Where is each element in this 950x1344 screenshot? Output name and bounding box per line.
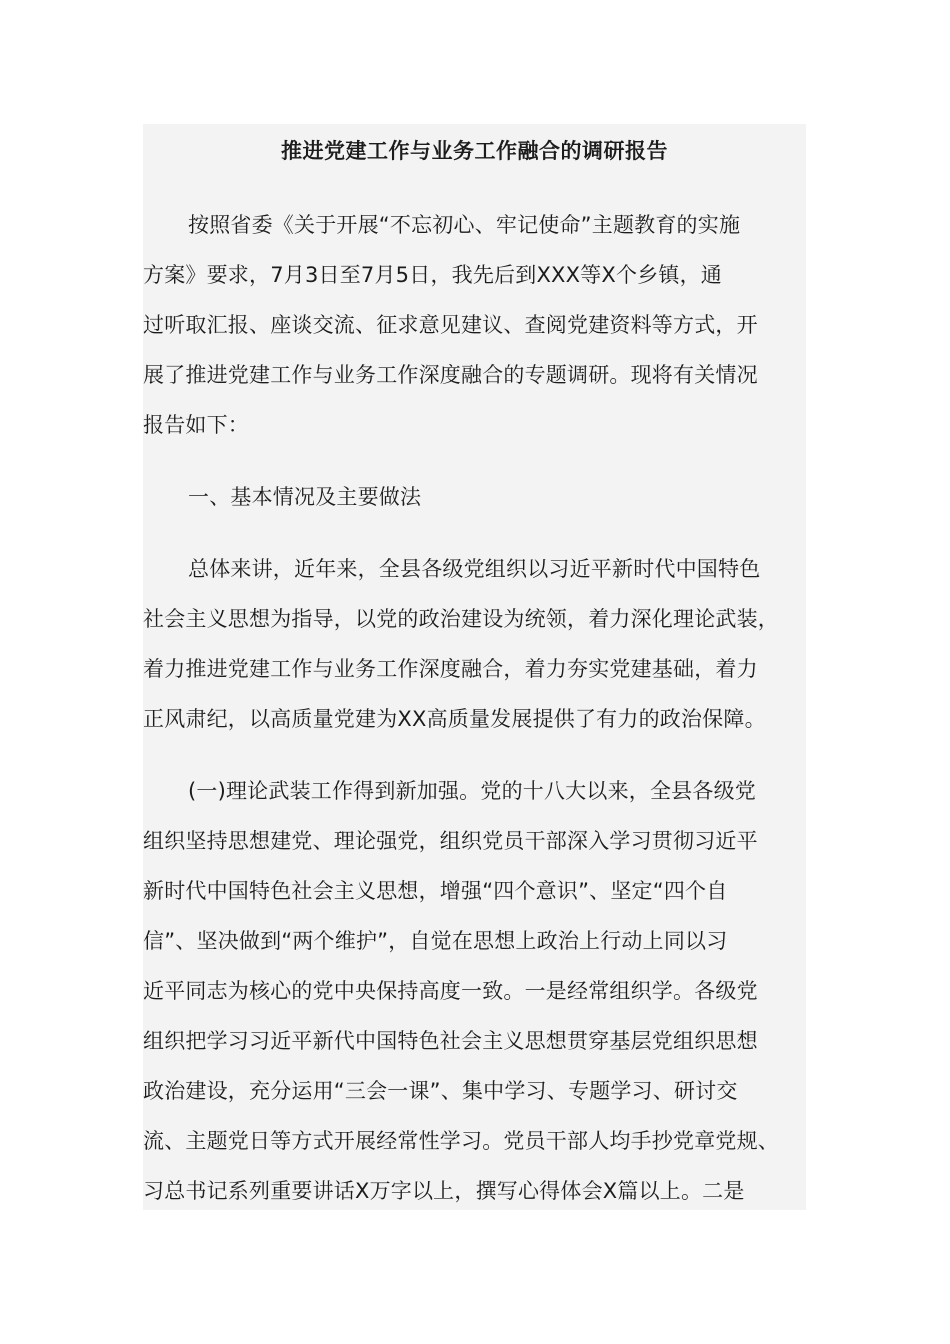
document-page — [143, 124, 806, 1210]
text-line: 组织把学习习近平新代中国特色社会主义思想贯穿基层党组织思想 — [143, 1029, 758, 1053]
document-title: 推进党建工作与业务工作融合的调研报告 — [281, 138, 668, 163]
text-line: 近平同志为核心的党中央保持高度一致。一是经常组织学。各级党 — [143, 979, 758, 1003]
text-line: 流、主题党日等方式开展经常性学习。党员干部人均手抄党章党规、 — [143, 1129, 779, 1153]
text-line: 信”、坚决做到“两个维护”，自觉在思想上政治上行动上同以习 — [143, 929, 728, 953]
text-line: 按照省委《关于开展“不忘初心、牢记使命”主题教育的实施 — [188, 213, 741, 237]
text-line: 着力推进党建工作与业务工作深度融合，着力夯实党建基础，着力 — [143, 657, 758, 681]
paragraph-intro — [143, 200, 806, 450]
text-line: 报告如下： — [143, 413, 249, 437]
paragraph-theory — [143, 766, 806, 1210]
text-line: 总体来讲，近年来，全县各级党组织以习近平新时代中国特色 — [188, 557, 761, 581]
paragraph-overview — [143, 544, 806, 744]
text-line: 社会主义思想为指导，以党的政治建设为统领，着力深化理论武装， — [143, 607, 779, 631]
text-line: 正风肃纪，以高质量党建为XX高质量发展提供了有力的政治保障。 — [143, 707, 766, 731]
text-line: 习总书记系列重要讲话X万字以上，撰写心得体会X篇以上。二是 — [143, 1179, 745, 1203]
text-line: 方案》要求，7月3日至7月5日，我先后到XXX等X个乡镇，通 — [143, 263, 722, 287]
text-line: 政治建设，充分运用“三会一课”、集中学习、专题学习、研讨交 — [143, 1079, 738, 1103]
text-line: 过听取汇报、座谈交流、征求意见建议、查阅党建资料等方式，开 — [143, 313, 758, 337]
text-line: (一)理论武装工作得到新加强。党的十八大以来，全县各级党 — [188, 779, 756, 803]
document-body — [143, 200, 806, 1210]
section-heading — [143, 472, 806, 522]
section-heading-text: 一、基本情况及主要做法 — [188, 485, 422, 509]
text-line: 展了推进党建工作与业务工作深度融合的专题调研。现将有关情况 — [143, 363, 758, 387]
text-line: 新时代中国特色社会主义思想，增强“四个意识”、坚定“四个自 — [143, 879, 728, 903]
text-line: 组织坚持思想建党、理论强党，组织党员干部深入学习贯彻习近平 — [143, 829, 758, 853]
